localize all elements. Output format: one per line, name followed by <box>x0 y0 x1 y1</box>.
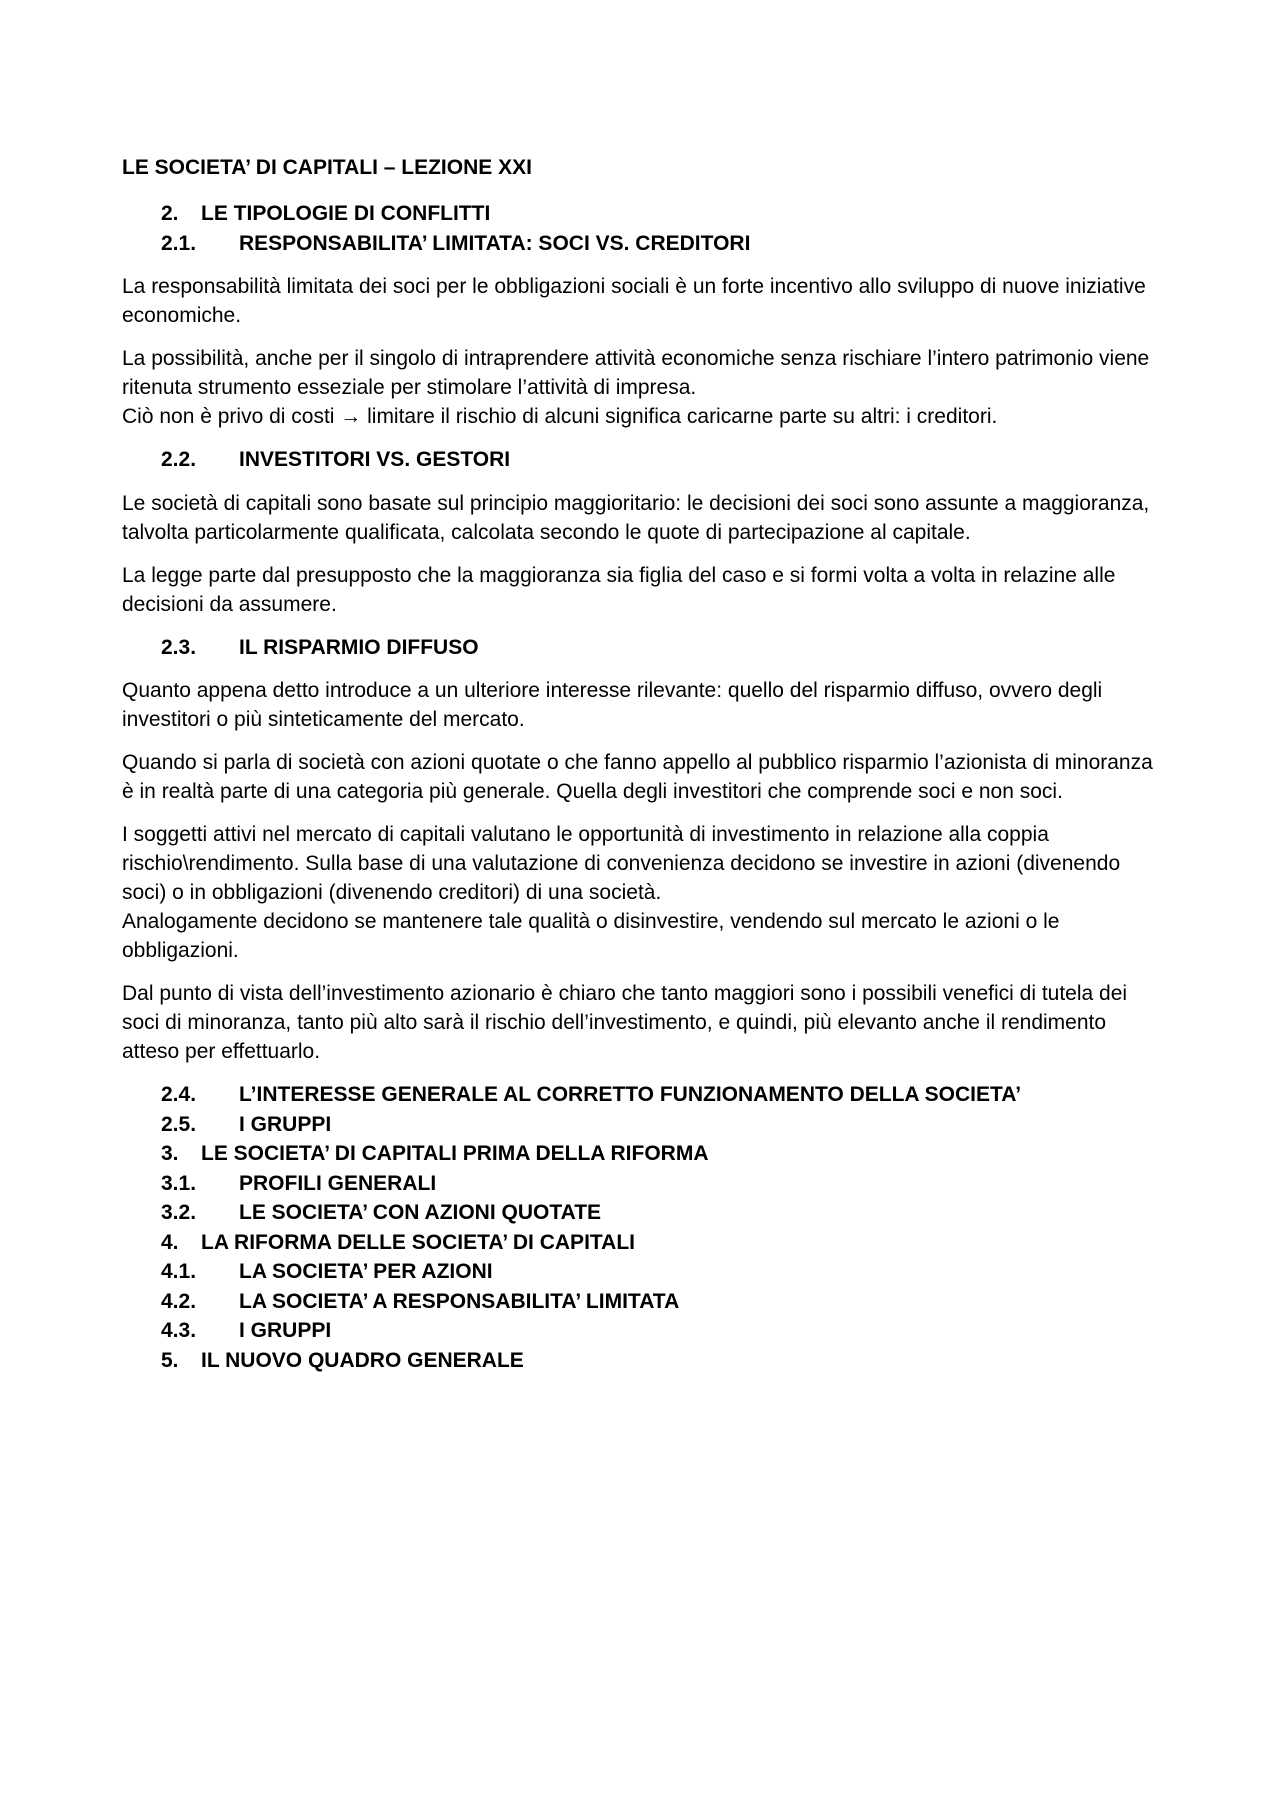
section-title: LA RIFORMA DELLE SOCIETA’ DI CAPITALI <box>201 1230 635 1254</box>
paragraph-line: Le società di capitali sono basate sul principio maggioritario: le decisioni dei soci sono assunte a maggioranza, talvolta particolarmente qualificata, calcolata secondo le quote di partecipazione al capitale. <box>122 491 1150 544</box>
section-title: LA SOCIETA’ PER AZIONI <box>239 1260 493 1283</box>
section-heading <box>122 1198 1160 1228</box>
section-number: 4.3. <box>161 1319 197 1342</box>
document-title: LE SOCIETA’ DI CAPITALI – LEZIONE XXI <box>122 156 532 179</box>
section-title: LE SOCIETA’ CON AZIONI QUOTATE <box>239 1201 602 1224</box>
section-heading <box>122 1080 1160 1110</box>
paragraph-line: Ciò non è privo di costi → limitare il rischio di alcuni significa caricarne parte su altri: i creditori. <box>122 405 998 428</box>
section-number: 2. <box>161 202 179 225</box>
section-number: 2.3. <box>161 635 197 659</box>
section-number: 4. <box>161 1230 179 1254</box>
paragraph-line: La legge parte dal presupposto che la maggioranza sia figlia del caso e si formi volta a volta in relazine alle decisioni da assumere. <box>122 563 1116 616</box>
section-number: 2.5. <box>161 1112 197 1136</box>
section-heading <box>122 199 1160 229</box>
paragraph <box>122 979 1160 1066</box>
document-body <box>122 199 1160 1375</box>
section-title: RESPONSABILITA’ LIMITATA: SOCI VS. CREDITORI <box>239 231 751 255</box>
section-number: 3.2. <box>161 1201 197 1224</box>
paragraph-line: La possibilità, anche per il singolo di intraprendere attività economiche senza rischiare l’intero patrimonio viene ritenuta strumento esseziale per stimolare l’attività di impresa. <box>122 347 1150 399</box>
paragraph-line: Analogamente decidono se mantenere tale qualità o disinvestire, vendendo sul mercato le azioni o le obbligazioni. <box>122 910 1060 962</box>
paragraph-line: Dal punto di vista dell’investimento azionario è chiaro che tanto maggiori sono i possibili venefici di tutela dei soci di minoranza, tanto più alto sarà il rischio dell’investimento, e quindi, più elevanto anche il rendimento atteso per effettuarlo. <box>122 982 1128 1063</box>
section-heading <box>122 1110 1160 1140</box>
paragraph <box>122 344 1160 431</box>
section-title: I GRUPPI <box>239 1112 332 1136</box>
section-title: I GRUPPI <box>239 1319 332 1342</box>
paragraph <box>122 561 1160 619</box>
section-number: 3.1. <box>161 1171 197 1195</box>
section-number: 2.4. <box>161 1083 197 1106</box>
heading-group <box>122 445 1160 475</box>
paragraph <box>122 489 1160 547</box>
section-number: 4.2. <box>161 1289 197 1313</box>
section-heading <box>122 229 1160 259</box>
paragraph <box>122 820 1160 965</box>
paragraph-line: La responsabilità limitata dei soci per le obbligazioni sociali è un forte incentivo allo sviluppo di nuove iniziative economiche. <box>122 275 1146 327</box>
section-heading <box>122 633 1160 663</box>
section-number: 5. <box>161 1348 179 1372</box>
section-number: 2.2. <box>161 448 197 471</box>
heading-group <box>122 1080 1160 1375</box>
section-title: LA SOCIETA’ A RESPONSABILITA’ LIMITATA <box>239 1289 680 1313</box>
paragraph-line: Quando si parla di società con azioni quotate o che fanno appello al pubblico risparmio l’azionista di minoranza è in realtà parte di una categoria più generale. Quella degli investitori che comprende soci e non soci. <box>122 751 1153 803</box>
section-heading <box>122 1316 1160 1346</box>
paragraph-line: I soggetti attivi nel mercato di capitali valutano le opportunità di investimento in relazione alla coppia rischio\rendimento. Sulla base di una valutazione di convenienza decidono se investire in azioni (divenendo soci) o in obbligazioni (divenendo creditori) di una società. <box>122 823 1121 904</box>
section-heading <box>122 1169 1160 1199</box>
section-heading <box>122 1139 1160 1169</box>
paragraph <box>122 676 1160 734</box>
section-heading <box>122 1257 1160 1287</box>
heading-group <box>122 199 1160 258</box>
section-heading <box>122 445 1160 475</box>
section-number: 2.1. <box>161 231 197 255</box>
section-title: LE SOCIETA’ DI CAPITALI PRIMA DELLA RIFORMA <box>201 1142 709 1165</box>
section-title: LE TIPOLOGIE DI CONFLITTI <box>201 202 491 225</box>
section-title: INVESTITORI VS. GESTORI <box>239 448 511 471</box>
section-heading <box>122 1287 1160 1317</box>
section-number: 4.1. <box>161 1260 197 1283</box>
heading-group <box>122 633 1160 663</box>
section-title: IL RISPARMIO DIFFUSO <box>239 635 479 659</box>
section-heading <box>122 1346 1160 1376</box>
section-title: PROFILI GENERALI <box>239 1171 437 1195</box>
section-heading <box>122 1228 1160 1258</box>
paragraph <box>122 272 1160 330</box>
paragraph-line: Quanto appena detto introduce a un ulteriore interesse rilevante: quello del risparmio diffuso, ovvero degli investitori o più sinteticamente del mercato. <box>122 679 1103 731</box>
paragraph <box>122 748 1160 806</box>
section-title: IL NUOVO QUADRO GENERALE <box>201 1348 524 1372</box>
section-number: 3. <box>161 1142 179 1165</box>
section-title: L’INTERESSE GENERALE AL CORRETTO FUNZIONAMENTO DELLA SOCIETA’ <box>239 1083 1022 1106</box>
